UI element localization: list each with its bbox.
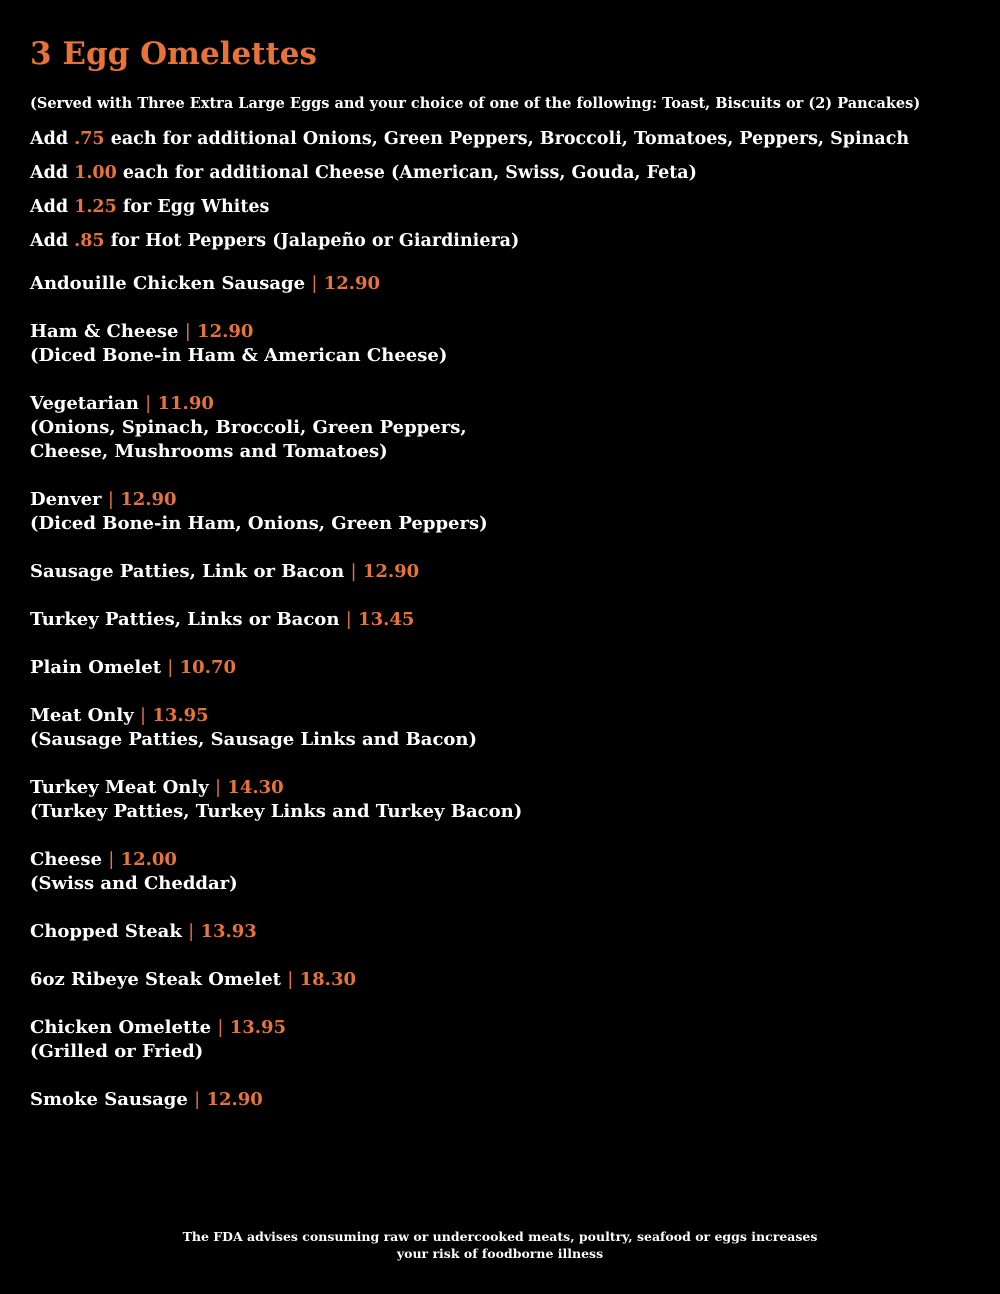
item-price: 12.00 — [120, 849, 177, 870]
menu-items — [30, 272, 970, 1112]
item-name: Turkey Meat Only — [30, 777, 209, 798]
price-separator: | — [188, 921, 195, 942]
item-description: Cheese, Mushrooms and Tomatoes) — [30, 441, 388, 462]
item-price: 14.30 — [227, 777, 284, 798]
item-name: Ham & Cheese — [30, 321, 179, 342]
menu-item — [30, 704, 970, 752]
price-separator: | — [139, 705, 147, 726]
item-name: Turkey Patties, Links or Bacon — [30, 609, 340, 630]
item-price: 12.90 — [206, 1089, 263, 1110]
item-name: Chicken Omelette — [30, 1017, 212, 1038]
price-separator: | — [194, 1089, 201, 1110]
item-price: 12.90 — [323, 273, 381, 294]
item-price: 12.90 — [362, 561, 420, 582]
item-name: Sausage Patties, Link or Bacon — [30, 561, 345, 582]
item-price: 11.90 — [157, 393, 214, 414]
item-name: Andouille Chicken Sausage — [30, 273, 306, 294]
menu-item — [30, 488, 970, 536]
price-separator: | — [287, 969, 294, 990]
item-price: 18.30 — [299, 969, 356, 990]
addon-text: each for additional Onions, Green Peppers, Broccoli, Tomatoes, Peppers, Spinach — [104, 129, 910, 149]
item-name: Denver — [30, 489, 102, 510]
menu-item — [30, 776, 970, 824]
menu-page — [30, 36, 970, 1136]
addon-price: .75 — [74, 129, 105, 149]
menu-item — [30, 272, 970, 296]
addon-price: 1.00 — [74, 163, 117, 183]
disclaimer-line: The FDA advises consuming raw or undercooked meats, poultry, seafood or eggs increases — [182, 1229, 818, 1244]
price-separator: | — [145, 393, 152, 414]
item-price: 13.95 — [152, 705, 209, 726]
item-name: 6oz Ribeye Steak Omelet — [30, 969, 281, 990]
price-separator: | — [214, 777, 222, 798]
addon-line — [30, 122, 970, 156]
menu-subtitle: (Served with Three Extra Large Eggs and your choice of one of the following: Toast, Biscuits or (2) Pancakes) — [30, 95, 921, 112]
menu-item — [30, 920, 970, 944]
item-price: 12.90 — [197, 321, 254, 342]
item-price: 13.95 — [229, 1017, 287, 1038]
item-name: Smoke Sausage — [30, 1089, 188, 1110]
item-description: (Diced Bone-in Ham, Onions, Green Peppers) — [30, 513, 488, 534]
price-separator: | — [345, 609, 352, 630]
menu-item — [30, 968, 970, 992]
item-price: 13.45 — [358, 609, 415, 630]
item-description: (Onions, Spinach, Broccoli, Green Peppers, — [30, 417, 467, 438]
item-price: 10.70 — [179, 657, 237, 678]
item-price: 13.93 — [200, 921, 257, 942]
menu-item — [30, 848, 970, 896]
addon-prefix: Add — [30, 231, 75, 251]
price-separator: | — [350, 561, 357, 582]
item-description: (Turkey Patties, Turkey Links and Turkey Bacon) — [30, 801, 523, 822]
item-name: Meat Only — [30, 705, 134, 726]
item-description: (Grilled or Fried) — [30, 1041, 204, 1062]
addon-line — [30, 224, 970, 258]
menu-item — [30, 560, 970, 584]
addon-prefix: Add — [30, 163, 75, 183]
menu-item — [30, 608, 970, 632]
menu-item — [30, 1088, 970, 1112]
addon-price: .85 — [74, 231, 105, 251]
menu-item — [30, 656, 970, 680]
item-name: Plain Omelet — [30, 657, 162, 678]
fda-disclaimer — [0, 1228, 1000, 1262]
item-description: (Swiss and Cheddar) — [30, 873, 238, 894]
addons-list — [30, 122, 970, 258]
disclaimer-line: your risk of foodborne illness — [396, 1246, 604, 1261]
menu-item — [30, 1016, 970, 1064]
item-name: Vegetarian — [30, 393, 139, 414]
price-separator: | — [311, 273, 318, 294]
price-separator: | — [108, 849, 115, 870]
addon-prefix: Add — [30, 197, 75, 217]
menu-item — [30, 320, 970, 368]
item-price: 12.90 — [120, 489, 177, 510]
addon-line — [30, 156, 970, 190]
addon-text: each for additional Cheese (American, Swiss, Gouda, Feta) — [116, 163, 697, 183]
item-description: (Diced Bone-in Ham & American Cheese) — [30, 345, 448, 366]
addon-prefix: Add — [30, 129, 75, 149]
price-separator: | — [107, 489, 114, 510]
menu-title: 3 Egg Omelettes — [30, 36, 317, 72]
addon-text: for Egg Whites — [116, 197, 270, 217]
item-name: Chopped Steak — [30, 921, 182, 942]
addon-text: for Hot Peppers (Jalapeño or Giardiniera) — [104, 231, 520, 251]
addon-line — [30, 190, 970, 224]
addon-price: 1.25 — [74, 197, 117, 217]
menu-item — [30, 392, 970, 464]
item-description: (Sausage Patties, Sausage Links and Bacon) — [30, 729, 478, 750]
price-separator: | — [217, 1017, 224, 1038]
price-separator: | — [167, 657, 174, 678]
item-name: Cheese — [30, 849, 102, 870]
price-separator: | — [184, 321, 191, 342]
